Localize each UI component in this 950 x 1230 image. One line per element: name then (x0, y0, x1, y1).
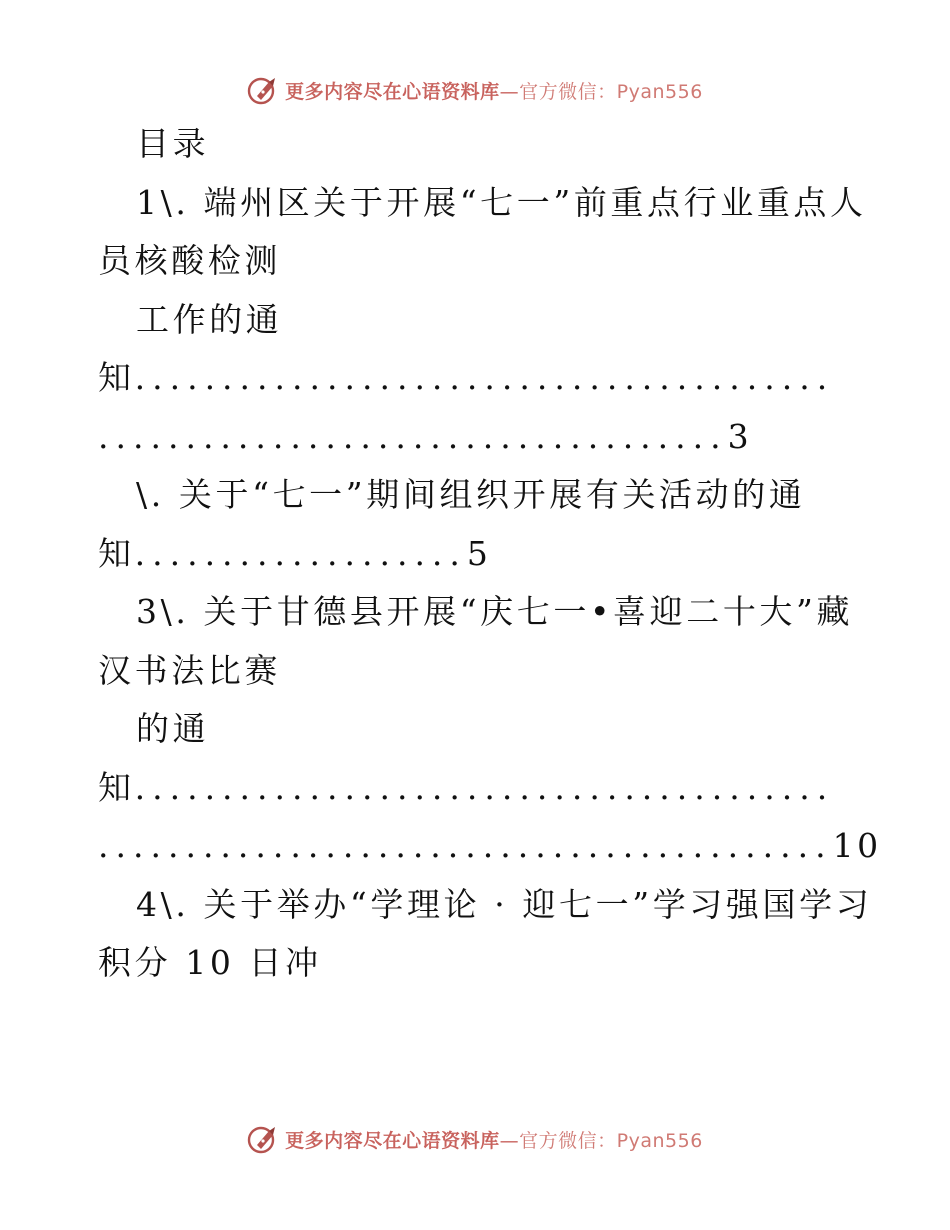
watermark-brand: 更多内容尽在心语资料库 (285, 1129, 500, 1152)
toc-entry-2-prefix: 知 (98, 533, 135, 573)
watermark-wechat: 官方微信：Pyan556 (519, 1129, 703, 1152)
toc-entry-1-page: 3 (727, 416, 753, 456)
toc-entry-3-leader-b: .......................................... (98, 826, 833, 865)
toc-entry-2-page: 5 (466, 533, 492, 573)
toc-entry-1-line-3: 工作的通 (136, 299, 283, 339)
footer-watermark (0, 1119, 950, 1159)
pen-nib-icon (247, 74, 279, 106)
toc-entry-3-line-4 (98, 759, 858, 818)
watermark-brand: 更多内容尽在心语资料库 (285, 80, 500, 103)
toc-entry-2-leader: ................... (134, 533, 467, 573)
toc-entry-3-line-2: 汉书法比赛 (98, 650, 281, 690)
pen-nib-icon (247, 1123, 279, 1155)
watermark-separator: — (499, 80, 520, 103)
toc-entry-3-line-3: 的通 (136, 709, 210, 748)
toc-entry-1-line-2: 员核酸检测 (98, 241, 281, 280)
watermark-separator: — (499, 1129, 520, 1152)
toc-entry-3-prefix: 知 (98, 767, 135, 807)
toc-entry-1-line-5 (98, 408, 858, 467)
toc-entry-1-line-1: 1\. 端州区关于开展“七一”前重点行业重点人 (136, 182, 867, 222)
toc-content (98, 115, 882, 993)
toc-entry-3-line-1: 3\. 关于甘德县开展“庆七一•喜迎二十大”藏 (136, 592, 854, 631)
toc-entry-1-prefix: 知 (98, 358, 135, 397)
toc-entry-2-line-2 (98, 525, 858, 584)
toc-entry-2-line-1: \. 关于“七一”期间组织开展有关活动的通 (136, 475, 806, 514)
toc-entry-1-line-4 (98, 349, 858, 408)
toc-entry-4-line-1: 4\. 关于举办“学理论 · 迎七一”学习强国学习 (136, 884, 873, 924)
toc-entry-3-page: 10 (832, 826, 882, 865)
watermark-text (285, 1126, 703, 1153)
toc-entry-4-line-2: 积分 10 日冲 (98, 943, 322, 982)
toc-entry-3-line-5 (98, 817, 882, 876)
watermark-wechat: 官方微信：Pyan556 (519, 80, 703, 103)
toc-entry-3-leader-a: ........................................ (134, 767, 835, 807)
toc-entry-1-leader-b: .................................... (98, 416, 728, 456)
watermark-text (285, 77, 703, 104)
header-watermark (0, 70, 950, 110)
toc-entry-1-leader-a: ........................................ (134, 358, 835, 397)
toc-title: 目录 (136, 124, 210, 163)
